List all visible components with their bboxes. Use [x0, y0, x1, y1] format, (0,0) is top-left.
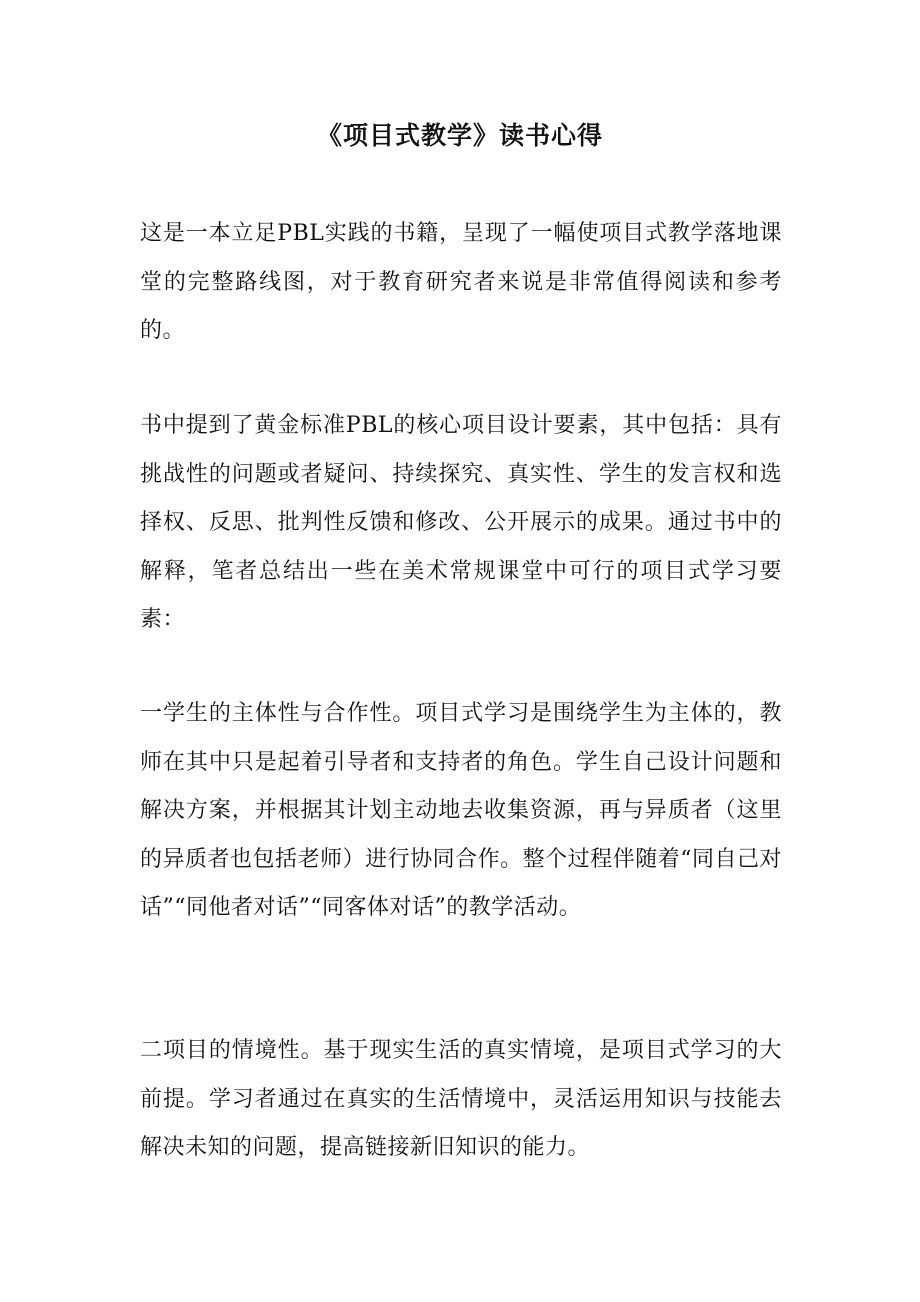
- paragraph-design-elements: 书中提到了黄金标准PBL的核心项目设计要素，其中包括：具有挑战性的问题或者疑问、持续探究、真实性、学生的发言权和选择权、反思、批判性反馈和修改、公开展示的成果。通过书中的解释，笔者总结出一些在美术常规课堂中可行的项目式学习要素：: [140, 413, 782, 632]
- paragraph-situational-context: 二项目的情境性。基于现实生活的真实情境，是项目式学习的大前提。学习者通过在真实的生活情境中，灵活运用知识与技能去解决未知的问题，提高链接新旧知识的能力。: [140, 1038, 782, 1160]
- document-title: 《项目式教学》读书心得: [316, 121, 603, 150]
- paragraph-student-agency: 一学生的主体性与合作性。项目式学习是围绕学生为主体的，教师在其中只是起着引导者和支持者的角色。学生自己设计问题和解决方案，并根据其计划主动地去收集资源，再与异质者（这里的异质者也包括老师）进行协同合作。整个过程伴随着“同自己对话”“同他者对话”“同客体对话”的教学活动。: [140, 701, 782, 920]
- paragraph-intro: 这是一本立足PBL实践的书籍，呈现了一幅使项目式教学落地课堂的完整路线图，对于教育研究者来说是非常值得阅读和参考的。: [140, 221, 782, 343]
